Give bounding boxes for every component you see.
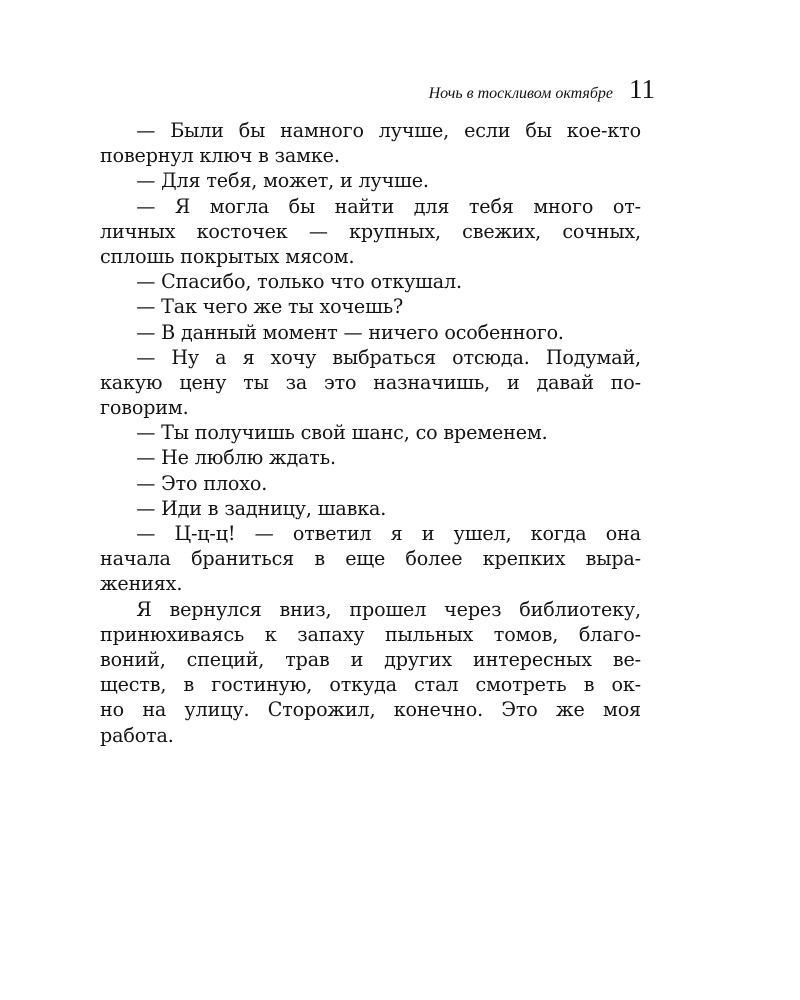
text-line: — Ну а я хочу выбраться отсюда. Подумай, — [136, 345, 641, 369]
text-line: работа. — [100, 723, 174, 747]
text-line: воний, специй, трав и других интересных ве- — [100, 647, 641, 671]
text-line: — Так чего же ты хочешь? — [136, 295, 404, 319]
text-line: говорим. — [100, 396, 189, 420]
text-line: — Я могла бы найти для тебя много от- — [136, 194, 641, 218]
text-line: но на улицу. Сторожил, конечно. Это же моя — [100, 698, 641, 722]
running-header — [300, 74, 655, 108]
text-line: — Это плохо. — [136, 471, 268, 495]
text-line: — Для тебя, может, и лучше. — [136, 169, 429, 193]
text-line: сплошь покрытых мясом. — [100, 244, 355, 268]
text-line: повернул ключ в замке. — [100, 144, 340, 168]
text-line: — Не люблю ждать. — [136, 446, 336, 470]
text-line: жениях. — [100, 572, 183, 596]
text-line: — Ты получишь свой шанс, со временем. — [136, 421, 548, 445]
running-title: Ночь в тоскливом октябре — [428, 85, 613, 102]
body-text — [100, 118, 652, 748]
text-line: — Спасибо, только что откушал. — [136, 270, 462, 294]
text-line: — Были бы намного лучше, если бы кое-кто — [136, 119, 641, 142]
text-line: ществ, в гостиную, откуда стал смотреть в ок- — [100, 673, 641, 697]
text-line: начала браниться в еще более крепких выра- — [100, 547, 641, 571]
text-line: Я вернулся вниз, прошел через библиотеку, — [136, 597, 641, 621]
text-line: принюхиваясь к запаху пыльных томов, благо- — [100, 622, 641, 646]
text-line: — Иди в задницу, шавка. — [136, 496, 387, 520]
text-line: личных косточек — крупных, свежих, сочных, — [100, 219, 641, 243]
text-line: какую цену ты за это назначишь, и давай по- — [100, 370, 641, 394]
text-line: — В данный момент — ничего особенного. — [136, 320, 564, 344]
text-line: — Ц-ц-ц! — ответил я и ушел, когда она — [136, 522, 641, 545]
page-number: 11 — [629, 74, 655, 104]
